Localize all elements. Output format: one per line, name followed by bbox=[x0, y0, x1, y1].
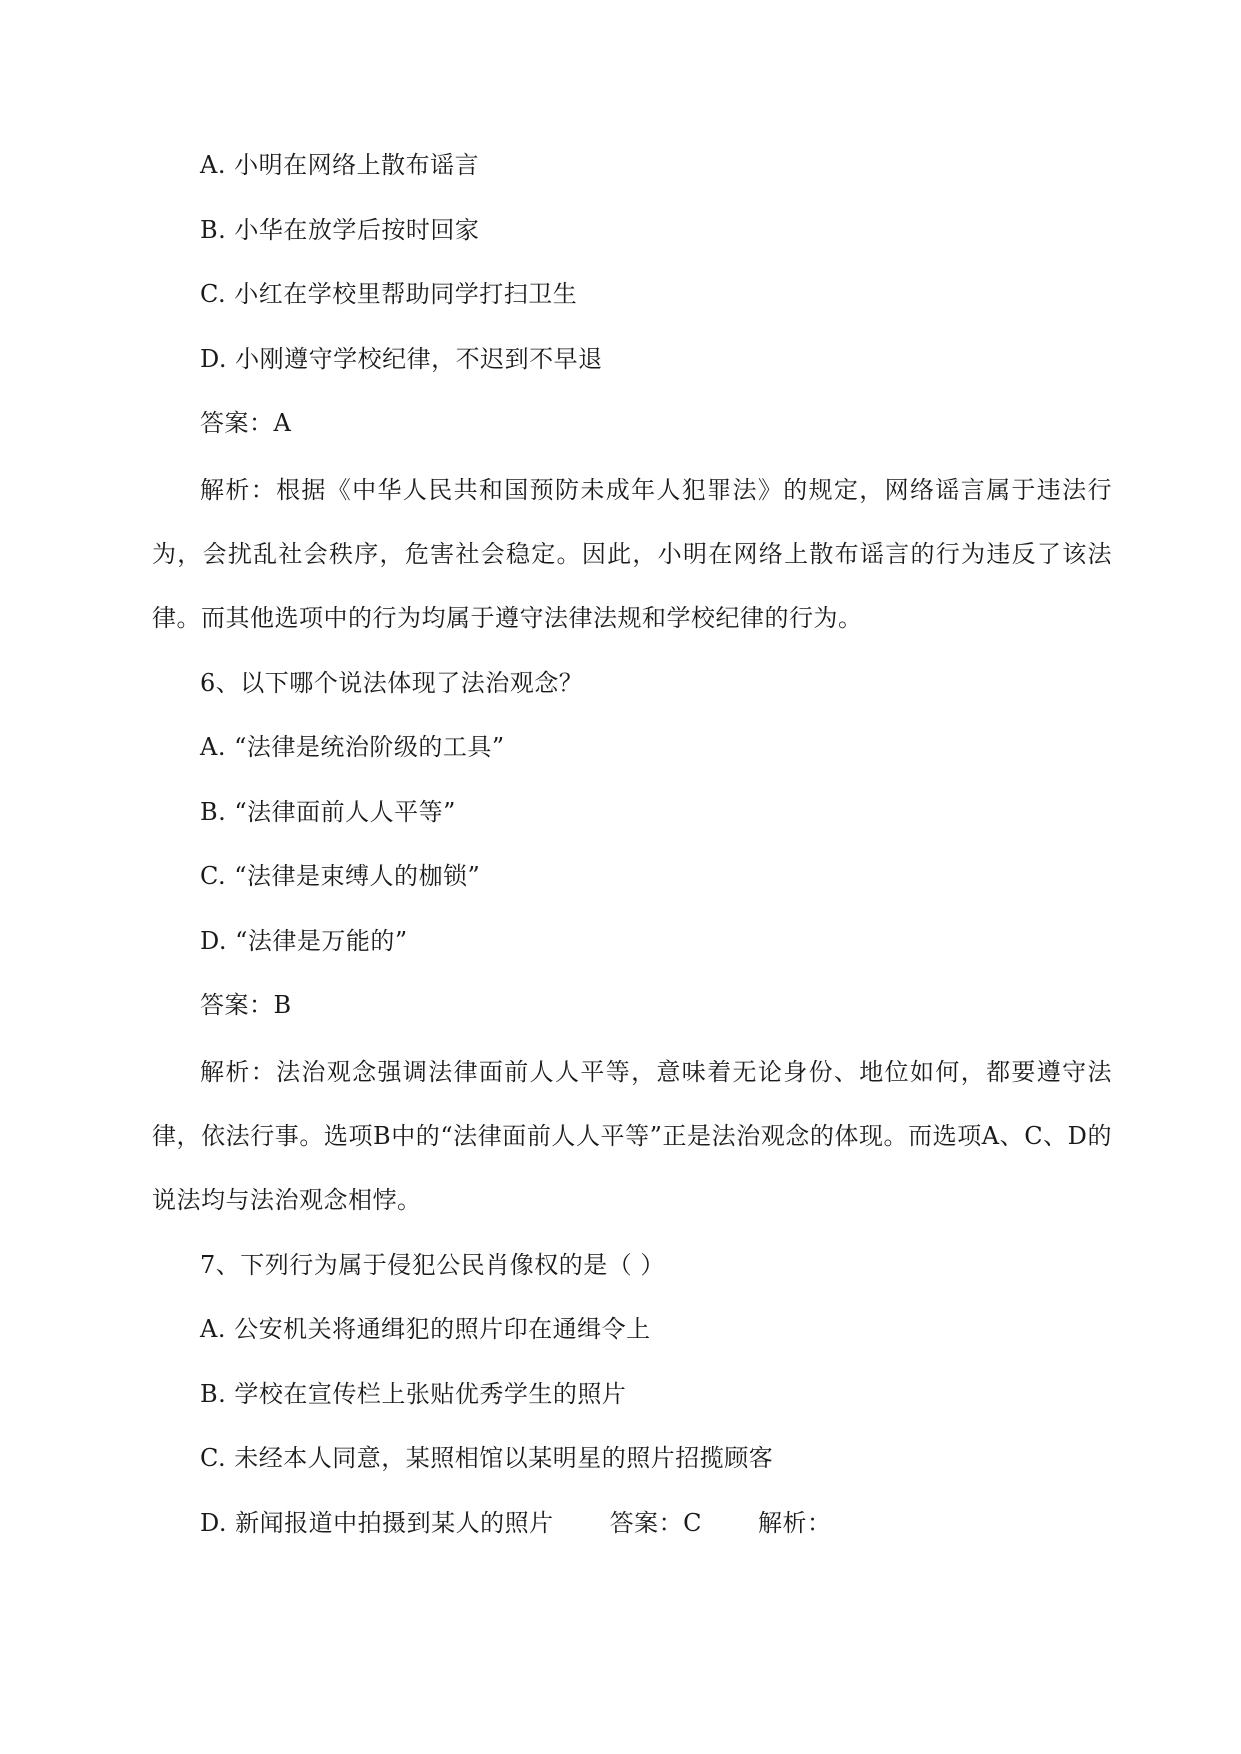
q5-answer: 答案：A bbox=[200, 409, 292, 437]
q6-option-c: C. “法律是束缚人的枷锁” bbox=[200, 862, 481, 890]
q7-option-a: A. 公安机关将通缉犯的照片印在通缉令上 bbox=[200, 1315, 651, 1343]
q5-analysis: 解析：根据《中华人民共和国预防未成年人犯罪法》的规定，网络谣言属于违法行为，会扰乱社会秩序，危害社会稳定。因此，小明在网络上散布谣言的行为违反了该法律。而其他选项中的行为均属于遵守法律法规和学校纪律的行为。 bbox=[152, 476, 1112, 632]
q6-answer: 答案：B bbox=[200, 991, 292, 1019]
q7-question: 7、下列行为属于侵犯公民肖像权的是（ ） bbox=[200, 1251, 665, 1279]
q7-analysis-label: 解析： bbox=[758, 1509, 832, 1537]
q5-option-d: D. 小刚遵守学校纪律，不迟到不早退 bbox=[200, 345, 603, 373]
q6-analysis: 解析：法治观念强调法律面前人人平等，意味着无论身份、地位如何，都要遵守法律，依法行事。选项B中的“法律面前人人平等”正是法治观念的体现。而选项A、C、D的说法均与法治观念相悖。 bbox=[152, 1058, 1112, 1214]
q6-option-b: B. “法律面前人人平等” bbox=[200, 798, 456, 826]
q7-option-c: C. 未经本人同意，某照相馆以某明星的照片招揽顾客 bbox=[200, 1444, 774, 1472]
q7-answer: 答案：C bbox=[609, 1509, 703, 1537]
q7-last-line bbox=[200, 1503, 1100, 1543]
q5-option-c: C. 小红在学校里帮助同学打扫卫生 bbox=[200, 280, 578, 308]
q5-option-b: B. 小华在放学后按时回家 bbox=[200, 216, 480, 244]
q6-option-a: A. “法律是统治阶级的工具” bbox=[200, 733, 505, 761]
q6-option-d: D. “法律是万能的” bbox=[200, 927, 408, 955]
q7-option-b: B. 学校在宣传栏上张贴优秀学生的照片 bbox=[200, 1380, 627, 1408]
q7-option-d: D. 新闻报道中拍摄到某人的照片 bbox=[200, 1509, 554, 1537]
q5-option-a: A. 小明在网络上散布谣言 bbox=[200, 151, 480, 179]
q6-question: 6、以下哪个说法体现了法治观念？ bbox=[200, 669, 584, 697]
